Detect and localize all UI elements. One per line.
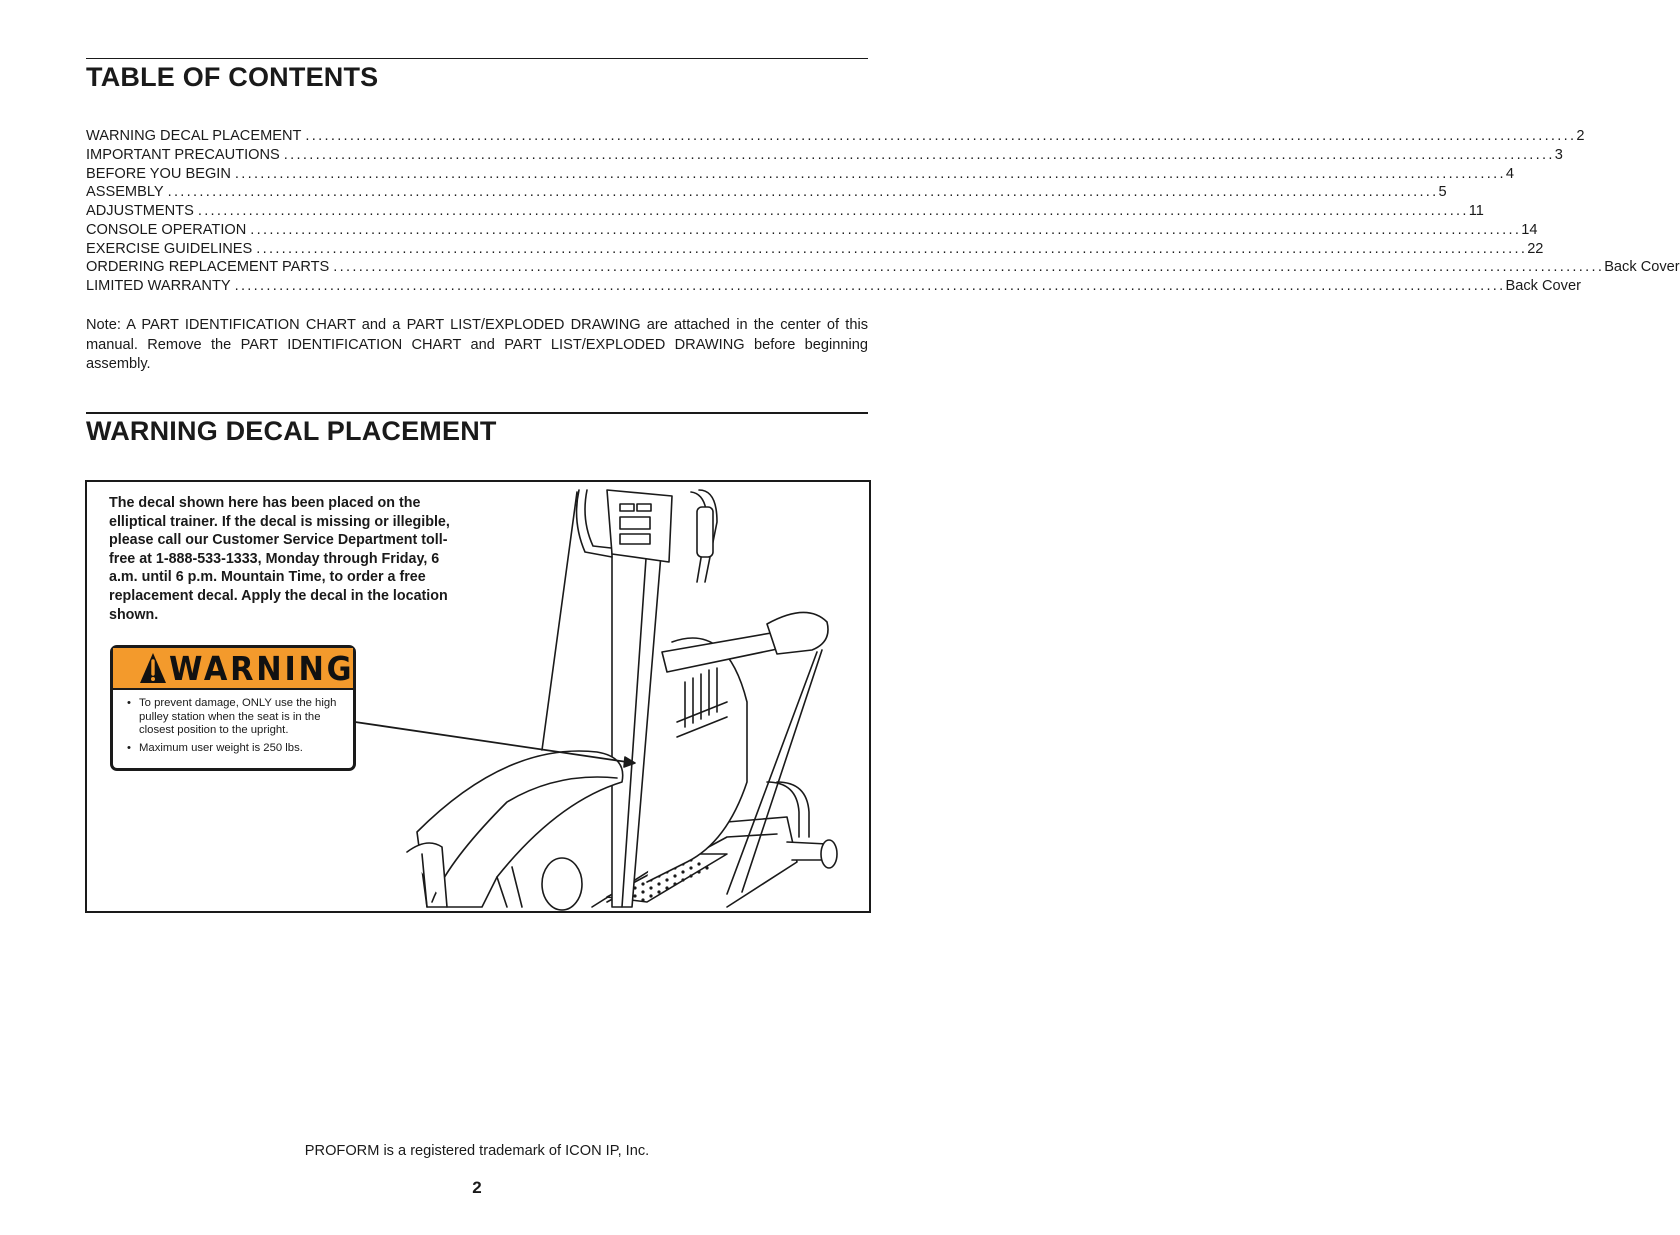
toc-leader-dots: ........................................................................................................................................................................................................ (305, 128, 1577, 144)
toc-leader-dots: ........................................................................................................................................................................................................ (250, 221, 1522, 238)
decal-figure (85, 480, 871, 913)
toc-entry-label: EXERCISE GUIDELINES (86, 240, 253, 257)
warning-decal-item: • To prevent damage, ONLY use the high pulley station when the seat is in the closest position to the upright. (127, 697, 347, 738)
toc-entry-label: ADJUSTMENTS (86, 203, 194, 219)
trademark-note: PROFORM is a registered trademark of ICON IP, Inc. (304, 1143, 650, 1159)
toc-entry-label: ORDERING REPLACEMENT PARTS (86, 259, 330, 276)
toc-leader-dots: ........................................................................................................................................................................................................ (197, 203, 1469, 219)
toc-entry-page: 2 (1576, 128, 1585, 144)
toc-entry-page: 3 (1554, 146, 1563, 163)
toc-leader-dots: ........................................................................................................................................................................................................ (283, 146, 1555, 163)
toc-entry-label: ASSEMBLY (86, 184, 164, 201)
toc-leader-dots: ........................................................................................................................................................................................................ (167, 184, 1439, 201)
toc-entry-page: 22 (1527, 240, 1544, 257)
toc-entry[interactable] (86, 240, 1544, 260)
warning-decal-list (113, 690, 353, 755)
toc-entry-label: CONSOLE OPERATION (86, 221, 247, 238)
toc-entry[interactable] (86, 259, 1680, 278)
toc-entry-page: 14 (1521, 221, 1538, 238)
toc-entry-label: LIMITED WARRANTY (86, 278, 231, 294)
toc-leader-dots: ........................................................................................................................................................................................................ (333, 259, 1605, 276)
toc-entry-label: IMPORTANT PRECAUTIONS (86, 146, 280, 163)
toc-entry-page: Back Cover (1505, 278, 1581, 294)
top-rule (86, 58, 868, 59)
page-number: 2 (472, 1178, 482, 1197)
toc-note: Note: A PART IDENTIFICATION CHART and a PART LIST/EXPLODED DRAWING are attached in the center of this manual. Remove the PART IDENTIFICATION CHART and PART LIST/EXPLODED DRAWING before beginning assembly. (86, 317, 868, 372)
warning-decal-item: • Maximum user weight is 250 lbs. (127, 742, 347, 756)
toc-leader-dots: ........................................................................................................................................................................................................ (234, 278, 1506, 294)
toc-entry[interactable] (86, 128, 1585, 147)
toc-entry[interactable] (86, 165, 1514, 185)
toc-entry-page: Back Cover (1604, 259, 1680, 276)
toc-entry[interactable] (86, 146, 1563, 166)
toc-entry-page: 11 (1468, 203, 1484, 219)
toc-entry-page: 5 (1438, 184, 1447, 201)
toc-leader-dots: ........................................................................................................................................................................................................ (256, 240, 1528, 257)
toc-heading: TABLE OF CONTENTS (86, 62, 379, 92)
warning-decal-title: WARNING (169, 648, 355, 688)
warning-triangle-icon (139, 651, 167, 685)
toc-leader-dots: ........................................................................................................................................................................................................ (234, 165, 1506, 182)
toc-list (86, 128, 1680, 297)
toc-entry[interactable] (86, 278, 1581, 297)
warning-decal-header (113, 648, 353, 690)
decal-instructions: The decal shown here has been placed on the elliptical trainer. If the decal is missing or illegible, please call our Customer Service Department toll-free at 1-888-533-1333, Monday through Friday, 6 a.m. until 6 p.m. Mountain Time, to order a free replacement decal. Apply the decal in the location shown. (109, 495, 450, 623)
toc-entry-label: WARNING DECAL PLACEMENT (86, 128, 302, 144)
toc-entry[interactable] (86, 203, 1484, 222)
toc-entry[interactable] (86, 184, 1447, 203)
toc-entry-label: BEFORE YOU BEGIN (86, 165, 231, 182)
section-rule (86, 412, 868, 414)
warning-decal (110, 645, 356, 771)
toc-entry-page: 4 (1505, 165, 1514, 182)
toc-entry[interactable] (86, 221, 1538, 241)
warning-section-heading: WARNING DECAL PLACEMENT (86, 416, 497, 446)
